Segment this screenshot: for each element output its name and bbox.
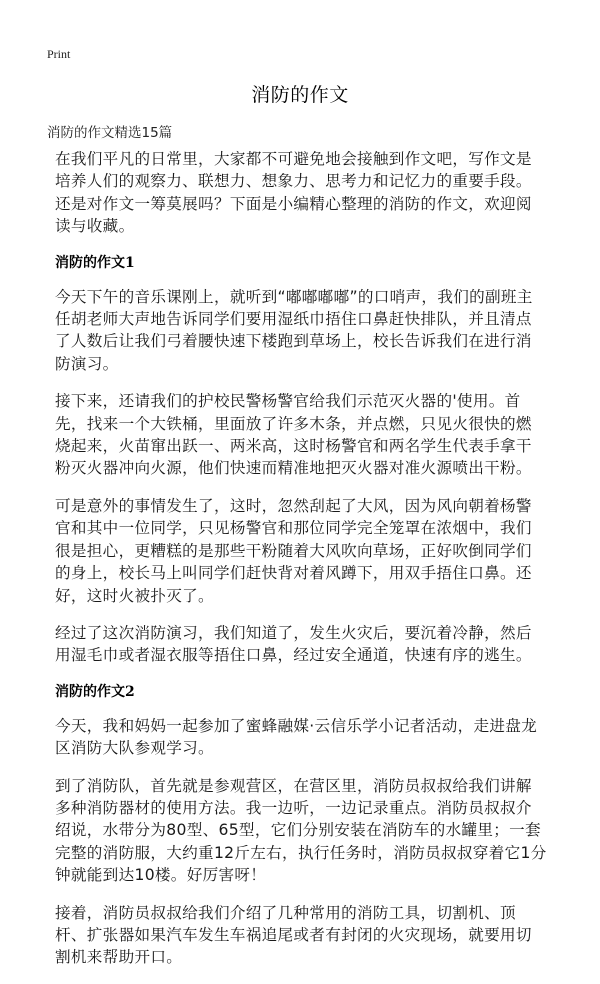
paragraph: 接下来，还请我们的护校民警杨警官给我们示范灭火器的'使用。首先，找来一个大铁桶，里面放了许多木条，并点燃，只见火很快的燃烧起来，火苗窜出跃一、两米高，这时杨警官和两名学生代表手拿干粉灭火器冲向火源，他们快速而精准地把灭火器对准火源喷出干粉。 (55, 392, 532, 478)
section-heading: 消防的作文1 (55, 254, 135, 271)
paragraph: 今天，我和妈妈一起参加了蜜蜂融媒·云信乐学小记者活动，走进盘龙区消防大队参观学习。 (55, 716, 538, 758)
document-subtitle: 消防的作文精选15篇 (47, 125, 173, 141)
paragraph: 可是意外的事情发生了，这时，忽然刮起了大风，因为风向朝着杨警官和其中一位同学，只见杨警官和那位同学完全笼罩在浓烟中，我们很是担心，更糟糕的是那些干粉随着大风吹向草场，正好吹倒同学们的身上，校长马上叫同学们赶快背对着风蹲下，用双手捂住口鼻。还好，这时火被扑灭了。 (55, 496, 532, 605)
document-body (55, 148, 547, 984)
section-heading: 消防的作文2 (55, 683, 135, 700)
intro-paragraph: 在我们平凡的日常里，大家都不可避免地会接触到作文吧，写作文是培养人们的观察力、联想力、想象力、思考力和记忆力的重要手段。还是对作文一筹莫展吗？下面是小编精心整理的消防的作文，欢迎阅读与收藏。 (55, 150, 532, 236)
essay-section-1 (55, 253, 547, 667)
paragraph: 经过了这次消防演习，我们知道了，发生火灾后，要沉着冷静，然后用湿毛巾或者湿衣服等捂住口鼻，经过安全通道，快速有序的逃生。 (55, 623, 532, 665)
print-label[interactable]: Print (47, 47, 71, 61)
paragraph: 今天下午的音乐课刚上，就听到“嘟嘟嘟嘟”的口哨声，我们的副班主任胡老师大声地告诉同学们要用湿纸巾捂住口鼻赶快排队，并且清点了人数后让我们弓着腰快速下楼跑到草场上，校长告诉我们在进行消防演习。 (55, 287, 533, 373)
page-title: 消防的作文 (251, 84, 349, 106)
paragraph: 到了消防队，首先就是参观营区，在营区里，消防员叔叔给我们讲解多种消防器材的使用方法。我一边听，一边记录重点。消防员叔叔介绍说，水带分为80型、65型，它们分别安装在消防车的水罐里；一套完整的消防服，大约重12斤左右，执行任务时，消防员叔叔穿着它1分钟就能到达10楼。好厉害呀！ (55, 776, 547, 885)
essay-section-2 (55, 682, 547, 969)
paragraph: 接着，消防员叔叔给我们介绍了几种常用的消防工具，切割机、顶杆、扩张器如果汽车发生车祸追尾或者有封闭的火灾现场，就要用切割机来帮助开口。 (55, 903, 532, 967)
